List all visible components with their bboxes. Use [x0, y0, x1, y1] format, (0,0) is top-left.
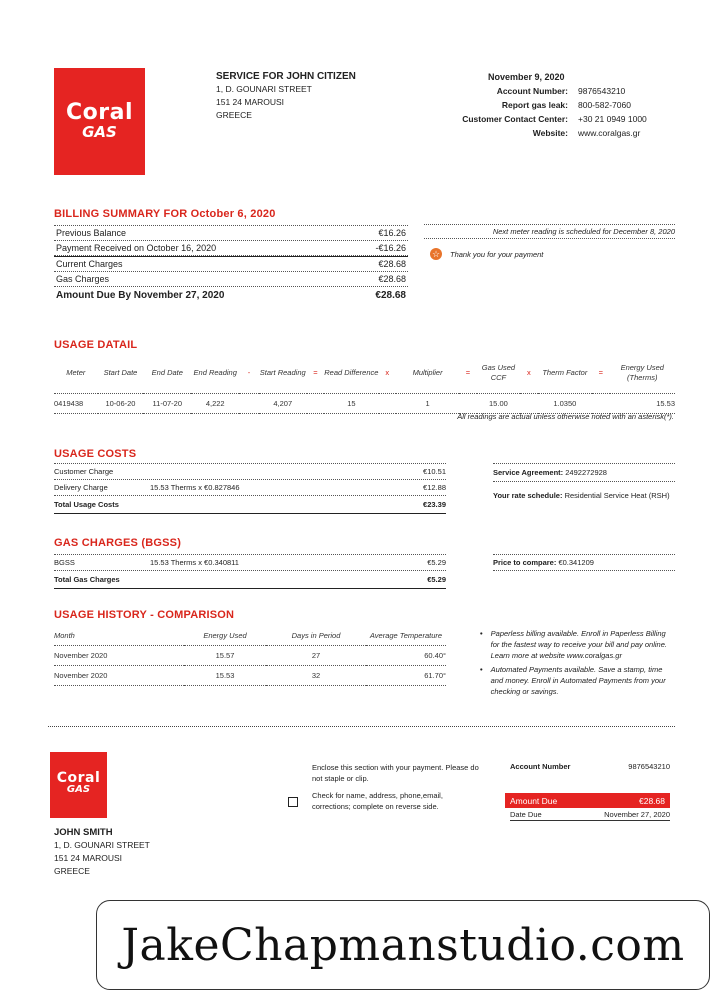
info-label: Customer Contact Center: [462, 114, 568, 124]
usage-header: Read Difference [324, 367, 379, 377]
stub-address1: 1, D. GOUNARI STREET [54, 840, 150, 850]
compare-label: Price to compare: [493, 558, 557, 567]
info-value: www.coralgas.gr [578, 128, 641, 138]
usage-header: Meter [66, 367, 86, 377]
bullet-text: Paperless billing available. Enroll in Paperless Billing for the fastest way to receive your bill and pay online. Learn more at website www.coralgas.gr [490, 629, 667, 660]
history-cell: November 2020 [54, 650, 108, 660]
cost-label: Customer Charge [54, 467, 114, 476]
date-due-row [510, 810, 670, 821]
gas-title: GAS CHARGES (BGSS) [54, 537, 182, 549]
history-cell: 32 [311, 670, 321, 680]
date-due-value: November 27, 2020 [604, 810, 670, 819]
bgss-detail: 15.53 Therms x €0.340811 [150, 558, 239, 567]
billing-title: BILLING SUMMARY FOR October 6, 2020 [54, 208, 276, 220]
billing-value: €28.68 [378, 259, 406, 269]
billing-table [54, 225, 408, 304]
date-due-label: Date Due [510, 810, 542, 819]
info-rows [430, 84, 680, 140]
history-header: Days in Period [291, 631, 341, 641]
history-cell: 60.40° [424, 650, 446, 660]
usage-cell [592, 393, 609, 413]
history-header: Energy Used [203, 631, 247, 641]
service-address-block [216, 70, 356, 122]
usage-cell: 0419438 [54, 398, 84, 408]
billing-label: Previous Balance [56, 228, 127, 238]
bullet-icon: • [480, 665, 483, 674]
total-usage-row [54, 496, 446, 514]
check-text: Check for name, address, phone,email, corrections; complete on reverse side. [312, 791, 443, 811]
service-country: GREECE [216, 110, 252, 120]
billing-row [54, 241, 408, 256]
service-title: SERVICE FOR JOHN CITIZEN [216, 71, 356, 82]
brand-sub: GAS [82, 123, 117, 141]
usage-cell: 10-06-20 [105, 398, 136, 408]
stub-amount-label: Amount Due [510, 795, 558, 806]
usage-header: Therm Factor [542, 367, 588, 377]
usage-cell [459, 393, 476, 413]
usage-cell [239, 393, 259, 413]
stub-brand-name: Coral [56, 770, 101, 786]
info-row [430, 98, 680, 112]
amount-due-value: €28.68 [375, 290, 406, 301]
history-title: USAGE HISTORY - COMPARISON [54, 609, 235, 621]
usage-cell: 4,222 [205, 398, 225, 408]
info-label: Account Number: [496, 86, 568, 96]
costs-table [54, 463, 446, 514]
info-label: Website: [532, 128, 568, 138]
usage-header: x [385, 367, 390, 377]
history-cell: 15.53 [215, 670, 235, 680]
history-table [54, 627, 446, 686]
billing-value: €16.26 [378, 228, 406, 238]
usage-header: End Date [151, 367, 183, 377]
schedule-value: Residential Service Heat (RSH) [564, 491, 670, 500]
usage-header: Multiplier [412, 367, 443, 377]
bill-date: November 9, 2020 [488, 72, 565, 82]
billing-row [54, 225, 408, 241]
info-row [430, 84, 680, 98]
price-compare [493, 554, 675, 571]
costs-title: USAGE COSTS [54, 448, 137, 460]
tear-line [48, 726, 675, 727]
usage-cell: 11-07-20 [152, 398, 183, 408]
usage-header: = [598, 367, 603, 377]
bgss-row [54, 554, 446, 571]
billing-row [54, 256, 408, 272]
next-reading: Next meter reading is scheduled for December 8, 2020 [492, 227, 675, 236]
stub-name: JOHN SMITH [54, 827, 113, 838]
total-gas-value: €5.29 [427, 575, 446, 584]
correction-checkbox[interactable] [288, 797, 298, 807]
amount-due-label: Amount Due By November 27, 2020 [56, 290, 225, 301]
usage-cell: 1 [425, 398, 430, 408]
history-cell: 61.70° [424, 670, 446, 680]
service-address2: 151 24 MAROUSI [216, 97, 285, 107]
billing-label: Gas Charges [56, 274, 110, 284]
amount-due-row [54, 287, 408, 304]
stub-amount-value: €28.68 [639, 795, 665, 806]
usage-header: - [247, 367, 251, 377]
usage-header: x [527, 367, 531, 377]
info-value: 800-582-7060 [578, 100, 631, 110]
thanks-row [430, 248, 543, 260]
cost-detail: 15.53 Therms x €0.827846 [150, 483, 240, 492]
enclose-text: Enclose this section with your payment. Please do not staple or clip. [312, 763, 479, 783]
usage-table [54, 353, 675, 414]
brand-name: Coral [66, 100, 133, 125]
bullet-icon: • [480, 629, 483, 638]
history-header: Average Temperature [369, 631, 443, 641]
usage-note: All readings are actual unless otherwise noted with an asterisk(*). [457, 412, 674, 421]
billing-label: Payment Received on October 16, 2020 [56, 243, 217, 253]
usage-cell: 4,207 [273, 398, 293, 408]
bgss-value: €5.29 [427, 558, 446, 567]
billing-value: -€16.26 [375, 243, 406, 253]
stub-country: GREECE [54, 866, 90, 876]
watermark-box [96, 900, 710, 990]
history-row [54, 645, 446, 665]
bgss-label: BGSS [54, 558, 75, 567]
billing-row [54, 272, 408, 287]
history-bullets [480, 628, 675, 700]
stub-brand-sub: GAS [66, 784, 91, 795]
info-row [430, 112, 680, 126]
thanks-text: Thank you for your payment [450, 249, 544, 259]
history-cell: November 2020 [54, 670, 108, 680]
billing-label: Current Charges [56, 259, 123, 269]
usage-header: Gas Used CCF [481, 362, 516, 382]
service-address1: 1, D. GOUNARI STREET [216, 84, 312, 94]
stub-address2: 151 24 MAROUSI [54, 853, 123, 863]
brand-logo [54, 68, 145, 175]
stub-address [54, 826, 150, 878]
agreement-block [493, 463, 675, 501]
stub-account [510, 762, 670, 771]
info-value: +30 21 0949 1000 [578, 114, 647, 124]
usage-header: = [313, 367, 318, 377]
usage-cell: 15 [347, 398, 356, 408]
cost-label: Delivery Charge [54, 483, 108, 492]
history-cell: 27 [311, 650, 321, 660]
amount-due-box [505, 793, 670, 808]
bullet-text: Automated Payments available. Save a stamp, time and money. Enroll in Automated Payments from your checking or savings. [490, 665, 666, 696]
stub-logo [50, 752, 107, 818]
watermark-text: JakeChapmanstudio.com [121, 919, 685, 971]
cost-value: €10.51 [423, 467, 446, 476]
history-header: Month [54, 631, 75, 641]
usage-header: Energy Used (Therms) [620, 362, 664, 382]
usage-cell: 15.53 [656, 398, 675, 408]
total-usage-label: Total Usage Costs [54, 500, 119, 509]
info-label: Report gas leak: [501, 100, 568, 110]
usage-header: = [465, 367, 471, 377]
schedule-label: Your rate schedule: [493, 491, 563, 500]
history-bullet [480, 628, 675, 661]
usage-header: Start Date [103, 367, 138, 377]
cost-value: €12.88 [423, 483, 446, 492]
usage-title: USAGE DATAIL [54, 339, 138, 351]
cost-row [54, 463, 446, 480]
history-row [54, 665, 446, 685]
star-icon: ☆ [431, 249, 441, 259]
next-reading-line [424, 224, 675, 239]
history-bullet [480, 664, 675, 697]
stub-account-value: 9876543210 [628, 762, 670, 771]
info-value: 9876543210 [578, 86, 626, 96]
account-info-block [430, 70, 680, 140]
usage-header: End Reading [193, 367, 237, 377]
info-row [430, 126, 680, 140]
usage-header: Start Reading [259, 367, 306, 377]
cost-row [54, 480, 446, 496]
usage-cell [307, 393, 324, 413]
agreement-label: Service Agreement: [493, 468, 564, 477]
usage-cell [520, 393, 537, 413]
history-cell: 15.57 [215, 650, 235, 660]
agreement-value: 2492272928 [565, 468, 607, 477]
gas-table [54, 554, 446, 589]
usage-cell: 15.00 [489, 398, 508, 408]
billing-value: €28.68 [378, 274, 406, 284]
total-gas-row [54, 571, 446, 589]
usage-cell: 1.0350 [553, 398, 577, 408]
total-usage-value: €23.39 [423, 500, 446, 509]
compare-value: €0.341209 [558, 558, 594, 567]
usage-cell [379, 393, 396, 413]
stub-account-label: Account Number [510, 762, 571, 771]
total-gas-label: Total Gas Charges [54, 575, 120, 584]
